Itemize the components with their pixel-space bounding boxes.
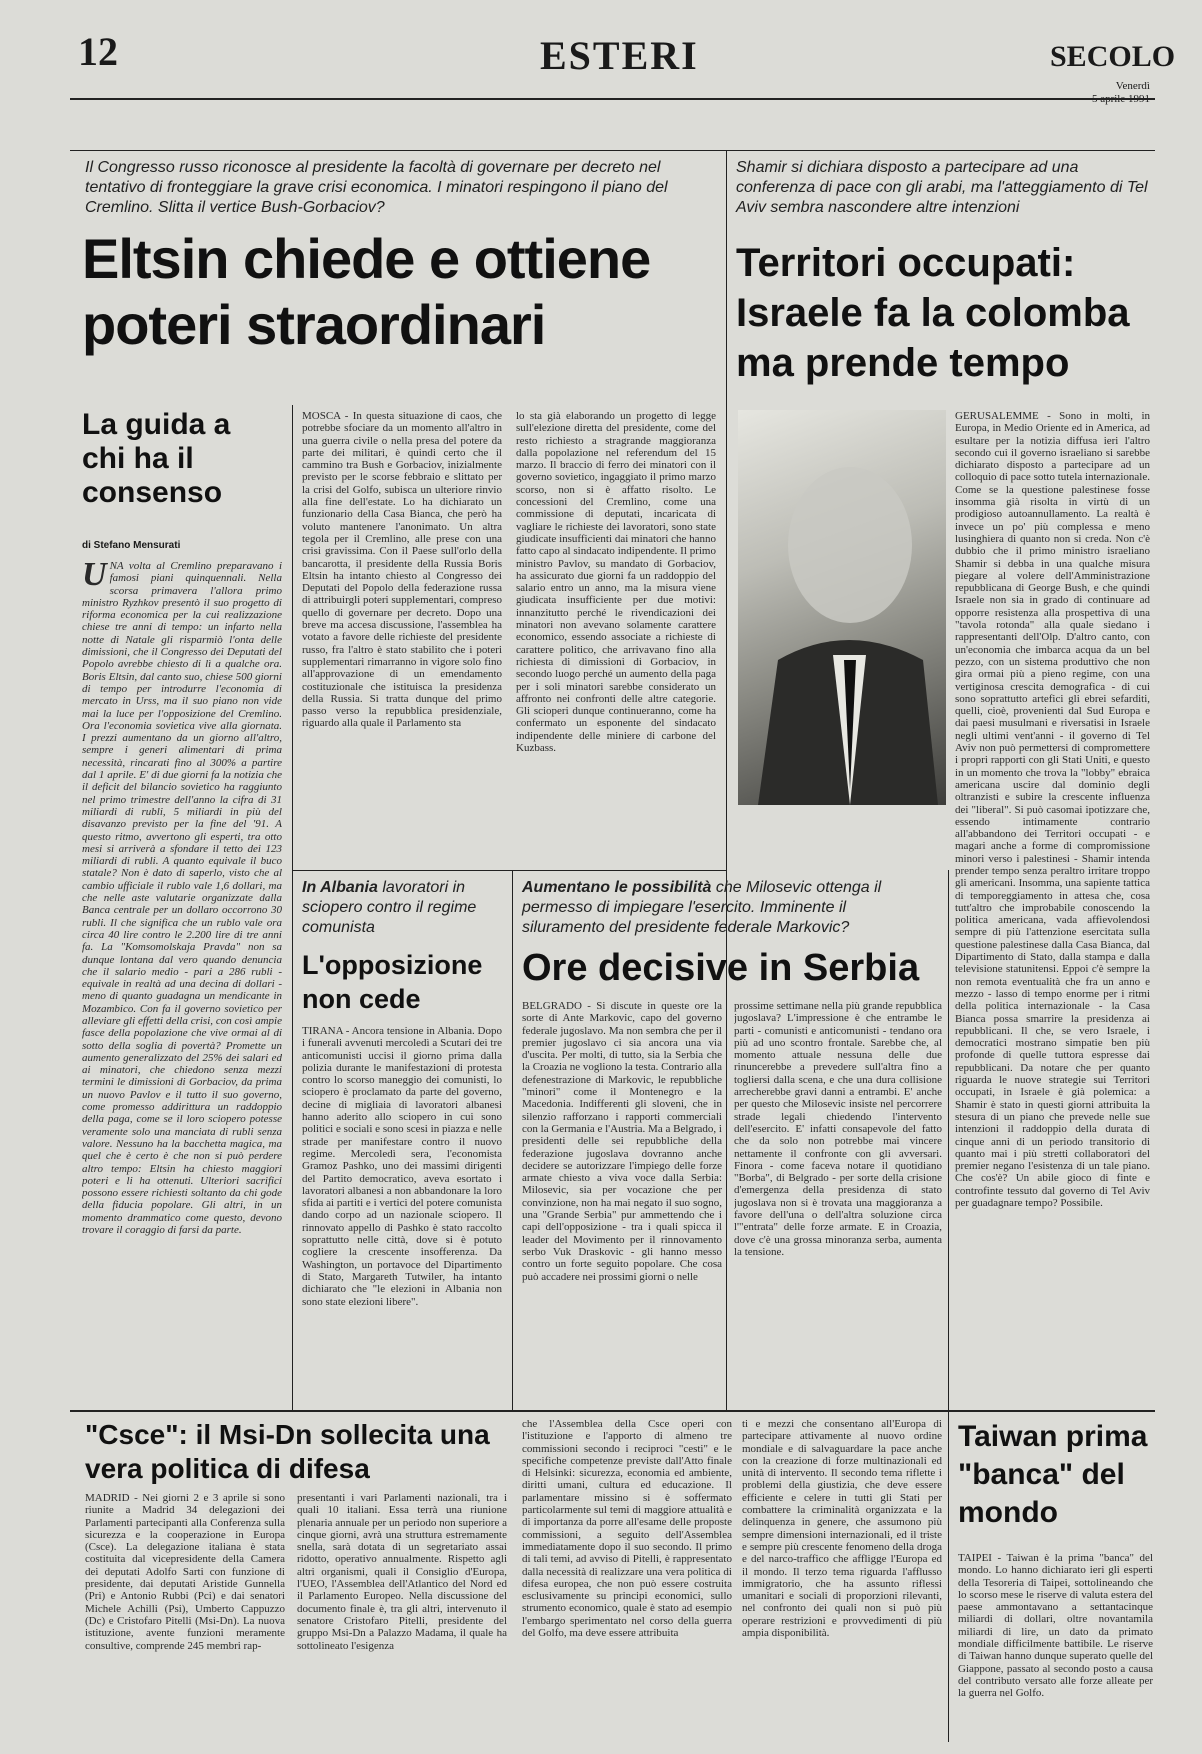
serbia-headline: Ore decisive in Serbia xyxy=(522,947,920,989)
consenso-headline: La guida a chi ha il consenso xyxy=(82,408,231,509)
taiwan-body: TAIPEI - Taiwan è la prima "banca" del mondo. Lo hanno dichiarato ieri gli esperti della Tesoreria di Taipei, sottolineando che lo scorso mese le riserve di valuta estera del paese ammontavano a settantacinque miliardi di dollari, oltre novantamila miliardi di lire, un dato da primato mondiale difficilmente battibile. Le riserve di Taiwan hanno dunque superato quelle del Giappone, passato al secondo posto a causa del contributo versato alle forze alleate per la guerra nel Golfo. xyxy=(958,1552,1153,1700)
csce-headline: "Csce": il Msi-Dn sollecita una vera politica di difesa xyxy=(85,1419,490,1484)
serbia-body-col1: BELGRADO - Si discute in queste ore la sorte di Ante Markovic, capo del governo federale jugoslavo. Ma non sembra che per il premier jugoslavo ci sia ancora una via d'uscita. Per molti, di tutto, sia la Serbia che la Croazia ne vogliono la testa. Contrario alla defenestrazione di Markovic, le repubbliche "minori" come il Montenegro e la Macedonia. Indifferenti gli sloveni, che in silenzio rafforzano i rapporti commerciali con la Germania e l'Austria. Ma a Belgrado, i presidenti delle sei repubbliche della federazione jugoslava dovranno anche decidere se autorizzare l'impiego delle forze armate chiesto a viva voce dalla Serbia: Milosevic, sia per vocazione che per convinzione, non ha mai negato il suo sogno, una "Grande Serbia" pur ammettendo che i capi dell'opposizione - tra i quali spicca il leader del Movimento per il rinnovamento serbo Vuk Draskovic - gli hanno messo contro un forte seguito popolare. Che cosa può accadere nei prossimi giorni o nelle xyxy=(522,1000,722,1283)
albania-kicker-text: lavoratori in sciopero contro il regime comunista xyxy=(302,879,477,936)
serbia-kicker-lead: Aumentano le possibilità xyxy=(522,879,712,896)
taiwan-headline: Taiwan prima "banca" del mondo xyxy=(958,1420,1148,1529)
top-articles-rule xyxy=(70,150,1155,151)
masthead-rule xyxy=(70,98,1155,100)
shamir-portrait-figure xyxy=(738,410,946,805)
israele-kicker: Shamir si dichiara disposto a partecipare ad una conferenza di pace con gli arabi, ma l'atteggiamento di Tel Aviv sembra nascondere altre intenzioni xyxy=(736,159,1148,216)
eltsin-headline: Eltsin chiede e ottiene poteri straordinari xyxy=(82,227,651,356)
csce-body-col4: ti e mezzi che consentano all'Europa di partecipare attivamente al nuovo ordine mondiale e di salvaguardare la pace anche con la creazione di forze multinazionali ed unità di intervento. Il secondo tema riflette i problemi della giustizia, che deve essere efficiente e celere in tutti gli Stati per combattere la criminalità organizzata e la delinquenza in genere, che assumono più sempre dimensioni internazionali, ed il triste e sempre più crescente fenomeno della droga e del narco-traffico che affligge l'Europa ed il mondo. Il terzo tema riguarda l'afflusso immigratorio, che ha assunto riflessi umanitari e sociali di proporzioni rilevanti, nel confronto dei quali non si può più operare restrizioni e provvedimenti di più ampia disponibilità. xyxy=(742,1418,942,1640)
bottom-section-rule xyxy=(70,1410,1155,1412)
column-divider-right xyxy=(726,150,727,1410)
israele-body: GERUSALEMME - Sono in molti, in Europa, in Medio Oriente ed in America, ad esultare per la notizia diffusa ieri l'altro secondo cui il governo israeliano si sarebbe dichiarato disposto a partecipare ad un colloquio di pace sotto tutela internazionale. Come se la questione palestinese fosse insomma già risolta in virtù di un prodigioso autoannullamento. La realtà è invece un po' più complessa e meno lusinghiera di quanto non si creda. Non c'è dubbio che il primo ministro israeliano Shamir si debba in una qualche misura piegare al volere dell'Amministrazione repubblicana di George Bush, e che quindi Israele non sia in grado di continuare ad opporre resistenza alla prospettiva di una "tavola rotonda" alla quale siedano i rappresentanti dell'Olp. D'altro canto, con un'economia che imbarca acqua da un bel pezzo, con un sistema produttivo che non gira ormai più a pieno regime, con una vertiginosa crescita demografica - di cui sono soprattutto artefici gli ebrei sefarditi, quelli, cioè, provenienti dal Sud Europa e dai paesi musulmani e riversatisi in Israele negli ultimi vent'anni - il governo di Tel Aviv non può permettersi di compromettere i propri rapporti con gli Stati Uniti, e questo in un momento che trova la "lobby" ebraica americana uscire dal dominio degli oltranzisti e subire la crescente influenza dei "liberal". Si può casomai ipotizzare che, essendo intimamente contrario all'abbandono dei Territori occupati - e magari anche a forme di compromissione minori verso i palestinesi - Shamir intenda prender tempo senza peraltro irritare troppo gli americani. Insomma, una sapiente tattica di temporeggiamento in attesa che, cosa tutt'altro che improbabile conoscendo la politica americana, vada affievolendosi sempre di più l'attenzione esercitata sulla questione palestinese dalla Casa Bianca, dal Dipartimento di Stato, dalla stampa e dalla televisione statunitensi. Eppoi c'è sempre la non remota eventualità che fra un anno e mezzo - lasso di tempo enorme per i ritmi della politica internazionale - la Casa Bianca possa smarrire la presidenza ai repubblicani. Il che, se vero Israele, i democratici mostrano simpatie ben più profonde di quelle tuttora espresse dai repubblicani. Da notare che per quanto riguarda le nuove strategie sui Territori occupati, in Israele è già polemica: a Shamir è stato in questi giorni attribuita la stesura di un piano che prevede nelle sue intenzioni il raddoppio della durata di cinque anni di un periodo transitorio di quanto mai i più stretti collaboratori del premier negano l'esistenza di un tale piano. Che cos'è? Un abile gioco di finte e controfinte tessuto dal governo di Tel Aviv per guadagnare tempo? Possibile. xyxy=(955,410,1150,1209)
serbia-kicker-text: che Milosevic ottenga il permesso di impiegare l'esercito. Imminente il siluramento del presidente federale Markovic? xyxy=(522,879,882,936)
albania-kicker-lead: In Albania xyxy=(302,879,378,896)
eltsin-kicker: Il Congresso russo riconosce al presidente la facoltà di governare per decreto nel tentativo di fronteggiare la grave crisi economica. I minatori respingono il piano del Cremlino. Slitta il vertice Bush-Gorbaciov? xyxy=(85,159,668,216)
issue-day: Venerdì xyxy=(1115,80,1150,92)
eltsin-body-col2: lo sta già elaborando un progetto di legge sull'elezione diretta del presidente, come del resto richiesto a stragrande maggioranza dalla popolazione nel referendum del 15 marzo. Il braccio di ferro dei minatori con il governo sovietico, ingaggiato il primo marzo scorso, non si è affatto risolto. Le concessioni del Cremlino, come una commissione di deputati, incaricata di vagliare le richieste dei lavoratori, sono state giudicate insufficienti dai minatori che hanno fatto capo al sindacato indipendente. Il primo ministro Pavlov, su mandato di Gorbaciov, ha assicurato due giorni fa un raddoppio del salario entro un anno, ma la misura viene giudicata insufficiente per due motivi: innanzitutto perché le rivendicazioni dei minatori non avevano solamente carattere economico, essendo associate a richieste di carattere politico, che arrivavano fino alla richiesta di dimissioni di Gorbaciov, in secondo luogo perché un aumento della paga per i soli minatori sarebbe considerato un affronto nei confronti delle altre categorie. Gli scioperi dunque continueranno, come ha confermato un esponente del sindacato indipendente delle miniere di carbone del Kuzbass. xyxy=(516,410,716,755)
shamir-photo xyxy=(738,410,946,805)
middle-rule xyxy=(292,870,726,871)
consenso-dropcap: U xyxy=(82,560,107,593)
albania-body: TIRANA - Ancora tensione in Albania. Dopo i funerali avvenuti mercoledì a Scutari dei tre anticomunisti uccisi il giorno prima dalla polizia durante le manifestazioni di protesta contro lo scorso maneggio dei comunisti, lo sciopero è proclamato da parte del governo, decine di migliaia di lavoratori albanesi hanno aderito allo sciopero in cui sono politici e sociali e sono scesi in piazza e nelle strade per manifestare contro il nuovo regime. Mercoledì sera, l'economista Gramoz Pashko, uno dei massimi dirigenti del Partito democratico, aveva esortato i lavoratori albanesi a non abbandonare la loro sfida ai partiti e i vertici del potere comunista dando corpo ad un nazionale sciopero. Il rinnovato appello di Pashko è stato raccolto soprattutto nelle città, dove si è potuto cogliere la crescente insofferenza. Da Washington, un portavoce del Dipartimento di Stato, Margareth Tutwiler, ha intanto dichiarato che "le elezioni in Albania non sono state elezioni libere". xyxy=(302,1025,502,1308)
serbia-kicker xyxy=(522,878,922,938)
newspaper-name: SECOLO xyxy=(1050,40,1176,73)
csce-body-col2: presentanti i vari Parlamenti nazionali, tra i quali 10 italiani. Essa terrà una riunione plenaria annuale per un periodo non superiore a cinque giorni, avrà una struttura estremamente snella, sarà dotata di un segretariato assai ridotto, operativo annualmente. Rispetto agli altri organismi, quali il Consiglio d'Europa, l'UEO, l'Assemblea dell'Atlantico del Nord ed il Parlamento Europeo. Nella discussione del documento finale è, tra gli altri, intervenuto il senatore Cristofaro Pitelli, presidente del gruppo Msi-Dn a Palazzo Madama, il quale ha sottolineato l'esigenza xyxy=(297,1492,507,1652)
israele-headline: Territori occupati: Israele fa la colomba ma prende tempo xyxy=(736,241,1130,385)
csce-body-col1: MADRID - Nei giorni 2 e 3 aprile si sono riunite a Madrid 34 delegazioni dei Parlamenti partecipanti alla Conferenza sulla sicurezza e la cooperazione in Europa (Csce). La delegazione italiana è stata costituita dal vicepresidente della Camera dei deputati Adolfo Sarti con funzione di presidente, dai deputati Aristide Gunnella (Pri) e Antonio Rubbi (Pci) e dai senatori Michele Achilli (Psi), Umberto Cappuzzo (Dc) e Cristofaro Pitelli (Msi-Dn). La nuova istituzione, avente funzioni meramente consultive, comprende 245 membri rap- xyxy=(85,1492,285,1652)
csce-body-col3: che l'Assemblea della Csce operi con l'istituzione e l'apporto di almeno tre commissioni secondo i reciproci "cesti" e le specifiche competenze previste dall'Atto finale di Helsinki: sicurezza, economia ed ambiente, diritti umani, cultura ed educazione. Il parlamentare missino si è soffermato particolarmente sul temi di maggiore attualità e di importanza da porre all'esame delle proposte commissioni, a seguito dell'Assemblea immediatamente dopo il suo secondo. Il primo di tali temi, ad avviso di Pitelli, è rappresentato dalla necessità di realizzare una vera politica di difesa europea, che non può essere costruita esclusivamente su principi economici, sullo strumento economico, quale è stato ad esempio l'embargo sperimentato nel corso della guerra del Golfo, ma deve essere attribuita xyxy=(522,1418,732,1640)
section-title: ESTERI xyxy=(540,33,699,78)
csce-taiwan-divider xyxy=(948,1412,949,1742)
issue-date xyxy=(1060,80,1150,106)
eltsin-body-col1: MOSCA - In questa situazione di caos, che potrebbe sfociare da un momento all'altro in una guerra civile o nella presa del potere da parte dei militari, è quindi certo che il cammino tra Bush e Gorbaciov, inizialmente previsto per le scorse febbraio e slittato per la crisi del Golfo, subisca un ulteriore rinvio alla fine dell'estate. Lo ha dichiarato un funzionario della Casa Bianca, che però ha voluto mantenere l'anonimato. Un altra tegola per il Cremlino, alle prese con una crisi gravissima. Con il Paese sull'orlo della bancarotta, il presidente della Russia Boris Eltsin ha intanto chiesto al Congresso dei Deputati del Popolo della federazione russa di attribuirgli poteri supplementari, compreso quello di governare per decreto. Dopo una breve ma accesa discussione, l'assemblea ha votato a favore delle richieste del presidente russo, fra l'altro è stato stabilito che i poteri supplementari rimarranno in vigore solo fino all'approvazione di un emendamento costituzionale che istituisca la presidenza della Russia. Si tratta dunque del primo passo verso la repubblica presidenziale, riguardo alla quale il Parlamento sta xyxy=(302,410,502,730)
page-number: 12 xyxy=(78,29,118,74)
consenso-body xyxy=(82,560,282,1400)
albania-serbia-divider xyxy=(512,870,513,1410)
serbia-body-col2: prossime settimane nella più grande repubblica jugoslava? L'impressione è che entrambe le parti - comunisti e anticomunisti - tendano ora più ad uno scontro frontale. Sarebbe che, al momento attuale nessuna delle due rinuncerebbe a prevedere sull'altra fino a togliersi dalla scena, e che una dura collisione arrecherebbe gravi danni a entrambi. E' anche per questo che Milosevic insiste nel percorrere strade legali chiedendo l'intervento dell'esercito. E' infatti consapevole del fatto che da solo non potrebbe mai vincere nettamente il confronte con gli avversari. Finora - come faceva notare il quotidiano "Borba", di Belgrado - per sorte della crisione d'emergenza della presidenza di stato jugoslava non si è trovata una maggioranza a favore dell'una o dell'altra soluzione circa l'"entrata" delle forze armate. E in Croazia, dove c'è una grossa minoranza serba, aumenta la tensione. xyxy=(734,1000,942,1258)
serbia-israele-divider xyxy=(948,870,949,1410)
consenso-byline: di Stefano Mensurati xyxy=(82,540,181,551)
consenso-text: NA volta al Cremlino preparavano i famosi piani quinquennali. Nella scorsa primavera l'allora primo ministro Ryzhkov presentò il suo progetto di riforma economica per la cui realizzazione chiese tre anni di tempo: un infarto nella notte di Natale gli risparmiò l'onta delle dimissioni, che il Congresso dei Deputati del Popolo avrebbe chiesto di lì a qualche ora. Boris Eltsin, dal canto suo, chiese 500 giorni di tempo per introdurre l'economia di mercato in Urss, ma il suo piano non vide mai la luce per l'opposizione del Cremlino. Ora l'economia sovietica vive alla giornata. I prezzi aumentano da un giorno all'altro, sempre i generi alimentari di prima necessità, rincarati fino al 300% a partire dal 1 aprile. E' di due giorni fa la notizia che il deficit del bilancio sovietico ha raggiunto nel primo trimestre dell'anno la cifra di 31 miliardi di rubli, 5 miliardi in più del disavanzo previsto per la fine del '91. A questo ritmo, avvertono gli esperti, tra otto mesi si arriverà a sfondare il tetto dei 123 miliardi di rubli. A quanto equivale il buco statale? Non è dato di saperlo, visto che al cambio ufficiale il rublo vale 1,6 dollari, ma che nelle aste valutarie organizzate dalla Banca centrale per un dollaro occorrono 30 rubli. Il che significa che un rublo vale ora circa 40 lire contro le 2.200 lire di tre anni fa. La "Komsomolskaja Pravda" non sa dunque lontana dal vero quando denuncia che il salario medio - pari a 286 rubli - equivale in realtà ad una decina di dollari - meno di quanto guadagna un mendicante in Mozambico. Con fa il governo sovietico per alleviare gli effetti della crisi, con così ampie fasce della popolazione che vive ormai al di sotto della soglia di povertà? Promette un aumento generalizzato del 25% dei salari ed ai minatori, che chiedono senza mezzi termini le dimissioni di Gorbaciov, da prima un nuovo Pavlov e il tutto il suo governo, come promesso addirittura un raddoppio della paga, come se il loro sciopero potesse veramente solo una manciata di rubli senza valore. Nessuno ha la bacchetta magica, ma quel che è certo è che non si può perdere altro tempo: Eltsin ha chiesto maggiori poteri e li ha ottenuti. Ulteriori sacrifici possono essere richiesti soltanto da chi gode della fiducia popolare. Gli altri, in un momento drammatico come questo, devono trovare il coraggio di farsi da parte. xyxy=(82,560,282,1237)
albania-headline: L'opposizione non cede xyxy=(302,950,483,1014)
albania-kicker xyxy=(302,878,502,938)
column-divider-left xyxy=(292,405,293,1410)
